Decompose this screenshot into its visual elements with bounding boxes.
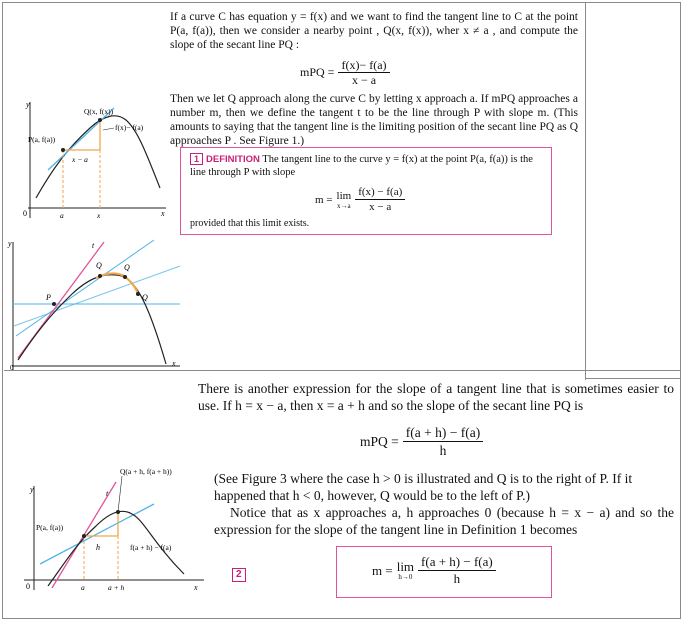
fig2-point-q2 (123, 275, 127, 279)
def-lim: lim (336, 189, 352, 202)
definition-text (190, 153, 545, 179)
eq2-lim: lim (396, 558, 415, 574)
fig1-tick-x: x (97, 211, 101, 220)
fig2-label-p: P (46, 293, 51, 302)
definition-number: 1 (190, 153, 203, 165)
def-numerator: f(x) − f(a) (355, 185, 405, 200)
def-denominator: x − a (369, 201, 392, 213)
fig3-y-label: y (30, 485, 34, 494)
fig3-point-p (82, 534, 86, 538)
fig1-x-label: x (161, 209, 165, 218)
def-lim-sub: x→a (337, 201, 351, 210)
eq2-lhs: m = (372, 562, 393, 578)
approach-paragraph: Then we let Q approach along the curve C by letting x approach a. If mPQ approaches a number m, then we define the tangent t to be the line through P with slope m. (This amounts to saying that the tangent line is the limiting position of the secant line PQ as Q approaches P . See Figure 1.) (170, 93, 578, 147)
fig2-label-q3: Q (142, 293, 148, 302)
definition-footer: provided that this limit exists. (190, 218, 310, 229)
eq-h-denominator: h (439, 443, 447, 458)
figure-1 (8, 98, 168, 220)
fig2-point-q3 (136, 292, 140, 296)
fig3-x-label: x (194, 583, 198, 592)
intro-paragraph: If a curve C has equation y = f(x) and we want to find the tangent line to C at the point P(a, f(a)), then we consider a nearby point , Q(x, f(x)), wher x ≠ a , and compute the slope of the secant line PQ : (170, 11, 578, 51)
fig1-leader (103, 128, 114, 130)
fig2-origin: 0 (10, 364, 14, 370)
notice-paragraph: Notice that as x approaches a, h approaches 0 (because h = x − a) and so the expression for the slope of the tangent line in Definition 1 becomes (214, 505, 674, 537)
fig3-tick-a: a (81, 583, 85, 592)
fig1-label-diff: f(x)− f(a) (115, 123, 144, 132)
fig2-secant-2 (16, 240, 154, 336)
eq-h-numerator: f(a + h) − f(a) (403, 424, 483, 442)
secant-slope-h-equation (360, 424, 483, 459)
equation-2 (372, 554, 496, 587)
eq1-lhs: mPQ = (300, 65, 335, 79)
figure-3 (14, 464, 206, 604)
fig3-q-leader (118, 476, 122, 512)
fig1-point-q (98, 118, 102, 122)
eq-h-lhs: mPQ = (360, 433, 399, 449)
fig3-label-t: t (106, 489, 109, 498)
figure-3-explanation: (See Figure 3 where the case h > 0 is illustrated and Q is to the right of P. If it happened that h < 0, however, Q would be to the left of P.) (214, 471, 633, 503)
fig1-label-q: Q(x, f(x)) (84, 107, 114, 116)
definition-equation (315, 185, 405, 214)
fig3-origin: 0 (26, 582, 30, 591)
fig1-origin: 0 (23, 209, 27, 218)
fig1-tick-a: a (60, 211, 64, 220)
divider-vertical (585, 2, 586, 380)
fig2-x-label: x (172, 359, 176, 368)
definition-tag: DEFINITION (206, 154, 260, 165)
fig2-label-q2: Q (124, 263, 130, 272)
fig3-tick-ah: a + h (108, 583, 125, 592)
eq2-numerator: f(a + h) − f(a) (418, 554, 496, 571)
fig2-secant-3 (14, 266, 180, 326)
alternate-expression-paragraph: There is another expression for the slope of a tangent line that is sometimes easier to use. If h = x − a, then x = a + h and so the slope of the secant line PQ is (198, 381, 674, 413)
eq1-numerator: f(x)− f(a) (338, 58, 389, 73)
fig2-point-p (52, 302, 56, 306)
fig1-label-dx: x − a (72, 155, 88, 164)
fig3-label-q: Q(a + h, f(a + h)) (120, 467, 172, 476)
eq2-lim-sub: h→0 (398, 572, 413, 581)
def-lhs: m = (315, 193, 333, 206)
equation-2-number: 2 (232, 568, 246, 582)
fig1-point-p (61, 148, 65, 152)
fig1-y-label: y (26, 100, 30, 109)
fig3-label-diff: f(a + h) − f(a) (130, 543, 172, 552)
fig3-label-p: P(a, f(a)) (36, 523, 64, 532)
fig2-y-label: y (8, 239, 12, 248)
divider-horizontal-right (585, 378, 681, 379)
eq1-denominator: x − a (351, 73, 377, 87)
fig2-label-q1: Q (96, 261, 102, 270)
definition-body: The tangent line to the curve y = f(x) at the point P(a, f(a)) is the line through P with slope (190, 154, 533, 178)
divider-horizontal (4, 370, 681, 371)
fig1-label-p: P(a, f(a)) (28, 135, 56, 144)
fig2-approach-path (96, 274, 138, 294)
fig2-label-t: t (92, 241, 95, 250)
eq2-denominator: h (453, 571, 461, 586)
secant-slope-equation (300, 58, 390, 87)
figure-2 (4, 236, 182, 370)
fig3-label-h: h (96, 543, 100, 552)
fig2-point-q1 (98, 274, 102, 278)
